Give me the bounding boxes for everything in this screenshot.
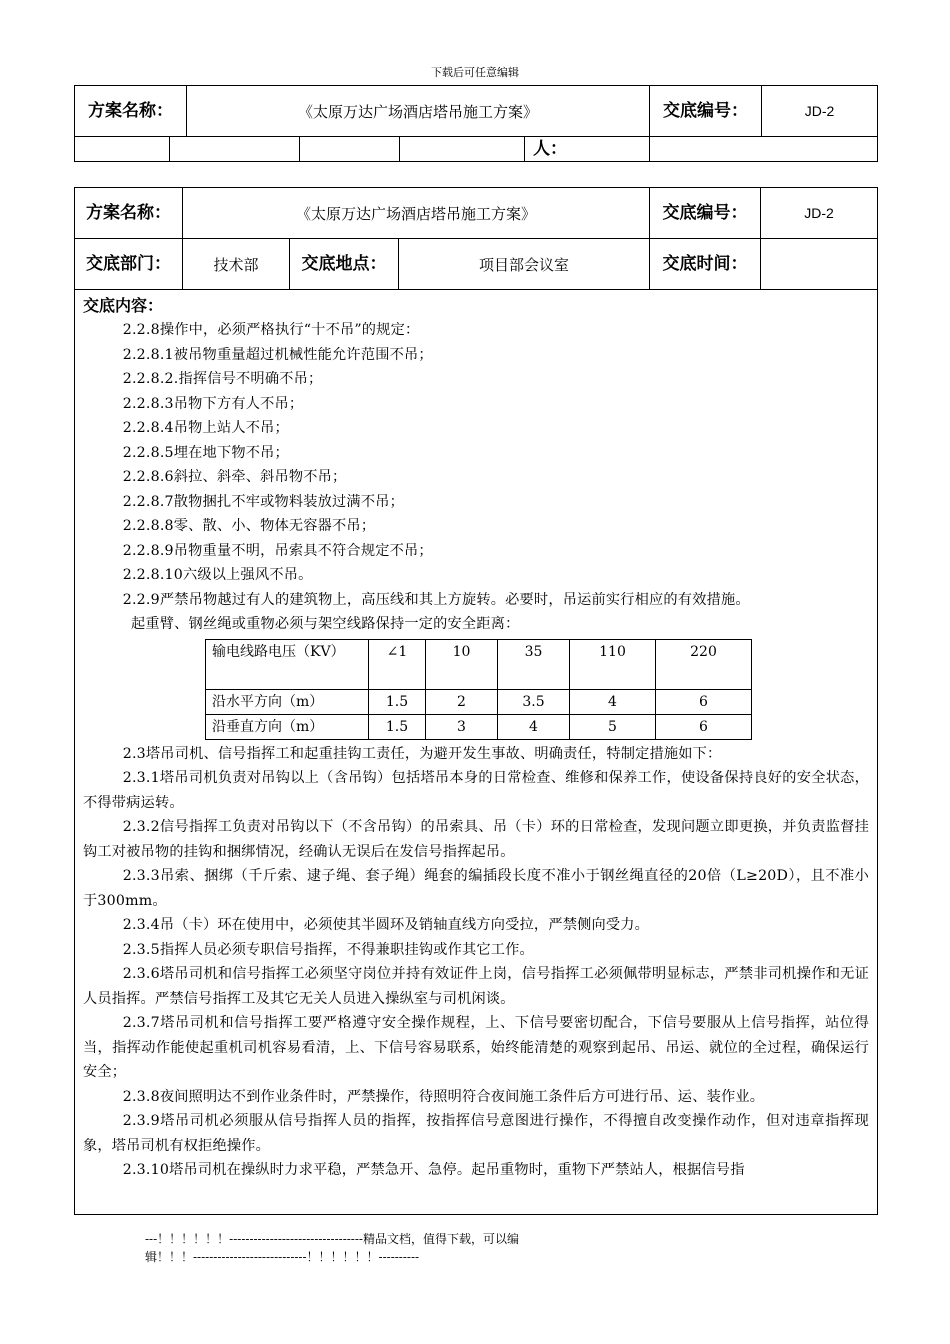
content-paragraph: 2.3.7塔吊司机和信号指挥工要严格遵守安全操作规程，上、下信号要密切配合，下信号要服从上信号指挥，站位得当，指挥动作能使起重机司机容易看清，上、下信号容易联系，始终能清楚的观察到起吊、吊运、就位的全过程，确保运行安全；	[83, 1015, 870, 1080]
content-paragraph: 2.3.10塔吊司机在操纵时力求平稳，严禁急开、急停。起吊重物时，重物下严禁站人，根据信号指	[122, 1162, 745, 1178]
voltage-cell: 6	[656, 689, 752, 714]
empty-cell	[300, 137, 400, 162]
empty-cell	[75, 137, 170, 162]
plan-name-label: 方案名称：	[75, 188, 183, 239]
code-value: JD-2	[761, 188, 878, 239]
voltage-cell: 3	[426, 714, 498, 739]
voltage-header-cell: 110	[570, 639, 656, 689]
voltage-table	[205, 639, 752, 740]
content-paragraph: 2.2.8.1被吊物重量超过机械性能允许范围不吊；	[122, 346, 433, 363]
top-note: 下载后可任意编辑	[431, 66, 519, 79]
content-paragraph: 2.3.8夜间照明达不到作业条件时，严禁操作，待照明符合夜间施工条件后方可进行吊、运、装作业。	[122, 1088, 765, 1105]
content-paragraph: 2.2.8.2.指挥信号不明确不吊；	[122, 371, 323, 387]
voltage-header-cell: 输电线路电压（KV）	[206, 639, 369, 689]
content-title: 交底内容：	[83, 296, 164, 315]
content-paragraph: 2.2.8.5埋在地下物不吊；	[122, 444, 289, 461]
content-paragraph: 2.2.8.8零、散、小、物体无容器不吊；	[122, 518, 376, 534]
content-paragraph: 2.3.3吊索、捆绑（千斤索、逮子绳、套子绳）绳套的编插段长度不准小于钢丝绳直径的20倍（L≥20D），且不准小于300mm。	[83, 868, 870, 909]
footer-line: 辑！！！----------------------------！！！！！！----------	[145, 1250, 420, 1264]
code-label: 交底编号：	[650, 86, 762, 137]
code-value: JD-2	[762, 86, 878, 137]
voltage-header-cell: 220	[656, 639, 752, 689]
main-table	[74, 187, 878, 1215]
plan-name-value: 《太原万达广场酒店塔吊施工方案》	[183, 188, 650, 239]
empty-cell	[170, 137, 300, 162]
footer	[145, 1230, 605, 1266]
content-paragraph: 2.2.8.4吊物上站人不吊；	[122, 420, 289, 436]
content-paragraph: 2.2.8.6斜拉、斜牵、斜吊物不吊；	[122, 469, 347, 485]
voltage-cell: 6	[656, 714, 752, 739]
content-paragraph: 2.3塔吊司机、信号指挥工和起重挂钩工责任，为避开发生事故、明确责任，特制定措施如下：	[122, 745, 722, 762]
content-paragraph: 2.2.9严禁吊物越过有人的建筑物上，高压线和其上方旋转。必要时，吊运前实行相应的有效措施。	[122, 591, 750, 608]
content-paragraph: 2.3.1塔吊司机负责对吊钩以上（含吊钩）包括塔吊本身的日常检查、维修和保养工作，使设备保持良好的安全状态，不得带病运转。	[83, 770, 870, 811]
content-paragraph: 2.2.8.10六级以上强风不吊。	[122, 567, 313, 583]
voltage-cell: 1.5	[369, 714, 426, 739]
content-paragraph: 2.2.8.7散物捆扎不牢或物料装放过满不吊；	[122, 493, 404, 510]
voltage-cell: 1.5	[369, 689, 426, 714]
location-value: 项目部会议室	[399, 239, 650, 290]
voltage-row	[206, 714, 752, 739]
voltage-cell: 沿水平方向（m）	[206, 689, 369, 714]
voltage-header-cell: 10	[426, 639, 498, 689]
plan-name-label: 方案名称：	[75, 86, 187, 137]
empty-cell	[400, 137, 525, 162]
content-paragraph: 2.2.8操作中，必须严格执行“十不吊”的规定：	[122, 322, 420, 338]
voltage-header-cell: 35	[498, 639, 570, 689]
time-label: 交底时间：	[650, 239, 761, 290]
content-paragraph: 2.3.9塔吊司机必须服从信号指挥人员的指挥，按指挥信号意图进行操作，不得擅自改变操作动作，但对违章指挥现象，塔吊司机有权拒绝操作。	[83, 1113, 870, 1154]
dept-value: 技术部	[183, 239, 290, 290]
voltage-row	[206, 689, 752, 714]
voltage-cell: 沿垂直方向（m）	[206, 714, 369, 739]
plan-name-value: 《太原万达广场酒店塔吊施工方案》	[187, 86, 650, 137]
footer-line: ---！！！！！！---------------------------------精品文档，值得下载，可以编	[145, 1232, 519, 1246]
person-label: 人：	[525, 137, 650, 162]
content-paragraph: 2.3.6塔吊司机和信号指挥工必须坚守岗位并持有效证件上岗，信号指挥工必须佩带明显标志，严禁非司机操作和无证人员指挥。严禁信号指挥工及其它无关人员进入操纵室与司机闲谈。	[83, 966, 870, 1007]
voltage-header-cell: ∠1	[369, 639, 426, 689]
voltage-cell: 2	[426, 689, 498, 714]
content-cell	[75, 290, 878, 1215]
dept-label: 交底部门：	[75, 239, 183, 290]
time-value	[761, 239, 878, 290]
voltage-cell: 4	[498, 714, 570, 739]
content-paragraph: 2.3.4吊（卡）环在使用中，必须使其半圆环及销轴直线方向受拉，严禁侧向受力。	[122, 917, 650, 933]
voltage-cell: 5	[570, 714, 656, 739]
voltage-cell: 4	[570, 689, 656, 714]
empty-cell	[650, 137, 878, 162]
voltage-cell: 3.5	[498, 689, 570, 714]
location-label: 交底地点：	[290, 239, 399, 290]
content-paragraph: 2.3.5指挥人员必须专职信号指挥，不得兼职挂钩或作其它工作。	[122, 941, 534, 958]
header-table	[74, 85, 878, 162]
pre-table-line: 起重臂、钢丝绳或重物必须与架空线路保持一定的安全距离：	[131, 616, 520, 632]
content-paragraph: 2.2.8.9吊物重量不明，吊索具不符合规定不吊；	[122, 542, 433, 559]
code-label: 交底编号：	[650, 188, 761, 239]
content-paragraph: 2.3.2信号指挥工负责对吊钩以下（不含吊钩）的吊索具、吊（卡）环的日常检查，发现问题立即更换，并负责监督挂钩工对被吊物的挂钩和捆绑情况，经确认无误后在发信号指挥起吊。	[83, 819, 870, 860]
content-paragraph: 2.2.8.3吊物下方有人不吊；	[122, 395, 304, 412]
